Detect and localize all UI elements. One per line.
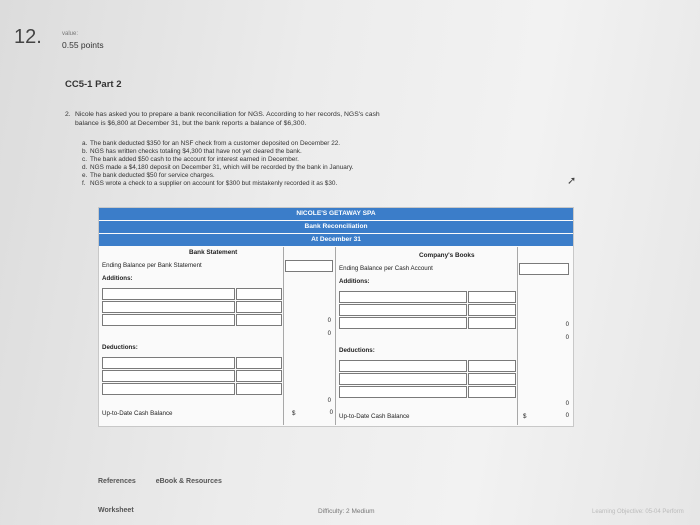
learning-objective-label: Learning Objective: 05-04 Perform [592,509,684,515]
bank-deduction-amount-input[interactable] [236,383,282,395]
section-title: CC5-1 Part 2 [65,79,122,90]
tab-references[interactable]: References [98,478,136,485]
company-addition-description-input[interactable] [339,291,467,303]
prompt-line-1: Nicole has asked you to prepare a bank reconciliation for NGS. According to her records, NGS's cash [75,111,380,118]
grid-divider [517,247,518,425]
item-letter: b. [82,147,88,155]
bank-deductions-label: Deductions: [102,344,138,351]
bank-deduction-amount-input[interactable] [236,357,282,369]
list-item [82,140,502,148]
bank-reconciliation-worksheet [98,207,574,427]
item-text: The bank added $50 cash to the account for interest earned in December. [90,155,299,163]
bank-subtotal-value: 0 [327,331,331,337]
prompt-number: 2. [65,111,71,118]
problem-prompt [65,111,485,128]
report-date-header: At December 31 [99,234,573,246]
bank-uptodate-total: 0 [329,410,333,416]
prompt-line-2: balance is $6,800 at December 31, but the bank reports a balance of $6,300. [75,119,307,127]
company-addition-amount-input[interactable] [468,317,516,329]
company-subtotal-value: 0 [565,401,569,407]
company-ending-balance-input[interactable] [519,263,569,275]
grid-divider [335,247,336,425]
question-number: 12. [14,26,42,48]
resource-tabs [98,478,240,485]
company-deduction-amount-input[interactable] [468,386,516,398]
item-text: NGS has written checks totaling $4,300 that have not yet cleared the bank. [90,147,302,155]
list-item [82,172,502,180]
item-text: The bank deducted $50 for service charges. [90,171,215,179]
company-addition-amount-input[interactable] [468,291,516,303]
company-subtotal-value: 0 [565,335,569,341]
company-currency-symbol: $ [523,413,527,420]
bank-currency-symbol: $ [292,410,296,417]
list-item [82,164,502,172]
report-title-header: Bank Reconciliation [99,221,573,233]
tab-ebook-resources[interactable]: eBook & Resources [155,478,222,485]
bank-addition-amount-input[interactable] [236,301,282,313]
bank-deduction-description-input[interactable] [102,383,235,395]
item-letter: c. [82,155,87,163]
bank-addition-description-input[interactable] [102,314,235,326]
item-letter: f. [82,179,86,187]
company-subtotal-value: 0 [565,322,569,328]
item-letter: a. [82,140,88,147]
bank-deduction-description-input[interactable] [102,370,235,382]
list-item [82,148,502,156]
bank-additions-label: Additions: [102,275,133,282]
bank-subtotal-value: 0 [327,318,331,324]
list-item [82,180,502,188]
company-addition-description-input[interactable] [339,317,467,329]
item-text: NGS made a $4,180 deposit on December 31, which will be recorded by the bank in January. [90,163,354,171]
item-letter: d. [82,163,88,171]
worksheet-label: Worksheet [98,507,134,514]
company-additions-label: Additions: [339,278,370,285]
bank-uptodate-label: Up-to-Date Cash Balance [102,410,173,417]
company-deductions-label: Deductions: [339,347,375,354]
bank-deduction-description-input[interactable] [102,357,235,369]
difficulty-label: Difficulty: 2 Medium [318,508,375,515]
bank-addition-description-input[interactable] [102,288,235,300]
list-item [82,156,502,164]
company-deduction-description-input[interactable] [339,386,467,398]
company-deduction-amount-input[interactable] [468,373,516,385]
company-books-heading: Company's Books [419,252,475,259]
bank-addition-description-input[interactable] [102,301,235,313]
company-ending-balance-label: Ending Balance per Cash Account [339,265,433,272]
company-addition-amount-input[interactable] [468,304,516,316]
company-name-header: NICOLE'S GETAWAY SPA [99,208,573,220]
bank-subtotal-value: 0 [327,398,331,404]
bank-ending-balance-label: Ending Balance per Bank Statement [102,262,202,269]
item-text: NGS wrote a check to a supplier on account for $300 but mistakenly recorded it as $30. [90,179,338,187]
bank-statement-heading: Bank Statement [189,249,238,256]
item-text: The bank deducted $350 for an NSF check from a customer deposited on December 22. [90,140,341,147]
company-addition-description-input[interactable] [339,304,467,316]
company-deduction-description-input[interactable] [339,360,467,372]
company-uptodate-total: 0 [565,413,569,419]
points-value: 0.55 points [62,40,104,50]
transaction-list [82,140,502,187]
company-deduction-description-input[interactable] [339,373,467,385]
value-label: value: [62,31,79,37]
bank-addition-amount-input[interactable] [236,314,282,326]
grid-divider [283,247,284,425]
company-uptodate-label: Up-to-Date Cash Balance [339,413,410,420]
bank-ending-balance-input[interactable] [285,260,333,272]
mouse-cursor-icon: ➚ [567,175,577,187]
company-deduction-amount-input[interactable] [468,360,516,372]
bank-deduction-amount-input[interactable] [236,370,282,382]
bank-addition-amount-input[interactable] [236,288,282,300]
item-letter: e. [82,171,88,179]
